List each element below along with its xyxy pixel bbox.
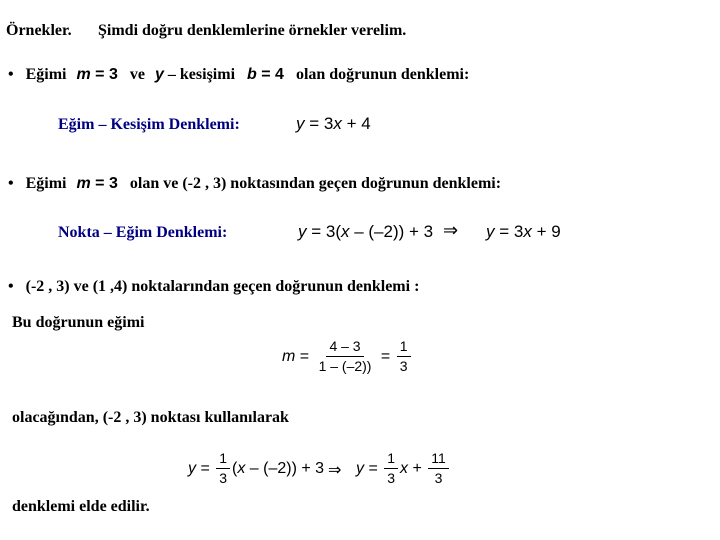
item2-line (8, 175, 501, 193)
point-use-text: olacağından, (-2 , 3) noktası kullanılarak (12, 409, 289, 426)
slope-eq: = (295, 347, 314, 365)
item1-suffix: olan doğrunun denklemi: (295, 66, 470, 83)
formula2-result: y = 3x + 9 (486, 222, 561, 241)
item1-prefix: Eğimi (25, 66, 67, 83)
final-fraction-3: $\frac{11}{3}$ (428, 450, 449, 487)
bullet: • (8, 175, 14, 192)
item1-dash: – kesişimi (163, 66, 236, 83)
item3-line (8, 278, 419, 296)
final-result: y = $\frac{1}{3}$ x + $\frac{11}{3}$ (356, 450, 451, 487)
final-fraction-1: $\frac{1}{3}$ (216, 450, 230, 487)
item1-math-m: m = 3 (76, 66, 118, 83)
slope-formula (282, 338, 413, 375)
formula1-label: Eğim – Kesişim Denklemi: (58, 116, 240, 133)
slope-eq2: = (376, 347, 395, 365)
item1-line (8, 66, 469, 84)
item1-math-y: y (154, 66, 164, 83)
final-formula: y = $\frac{1}{3}$ ( x – (–2)) + 3 (188, 450, 325, 486)
bullet: • (8, 278, 14, 295)
bullet: • (8, 66, 14, 83)
slope-m: m (282, 347, 296, 365)
final-fraction-2: $\frac{1}{3}$ (384, 450, 398, 487)
slope-intro: Bu doğrunun eğimi (12, 314, 145, 331)
item1-mid: ve (129, 66, 145, 83)
implies-arrow: ⇒ (443, 220, 459, 240)
formula2-label: Nokta – Eğim Denklemi: (58, 224, 228, 241)
item3-text: (-2 , 3) ve (1 ,4) noktalarından geçen doğrunun denklemi : (25, 278, 420, 295)
slope-fraction: $\frac{4 - 3}{1 - (-2))}$ (318, 338, 372, 374)
implies-arrow-2: ⇒ (328, 462, 342, 479)
slope-result-fraction: $\frac{1}{3}$ (397, 338, 411, 375)
item2-math-m: m = 3 (76, 175, 118, 192)
header-text: Şimdi doğru denklemlerine örnekler verelim. (98, 22, 407, 39)
item1-math-b: b = 4 (247, 66, 284, 83)
formula2-equation: y = 3(x – (–2)) + 3 (298, 222, 434, 241)
item2-prefix: Eğimi (25, 175, 67, 192)
item2-suffix: olan ve (-2 , 3) noktasından geçen doğrunun denklemi: (129, 175, 502, 192)
formula1-equation: y = 3x + 4 (296, 114, 371, 133)
header-label: Örnekler. (6, 22, 72, 39)
conclusion-text: denklemi elde edilir. (12, 498, 150, 515)
